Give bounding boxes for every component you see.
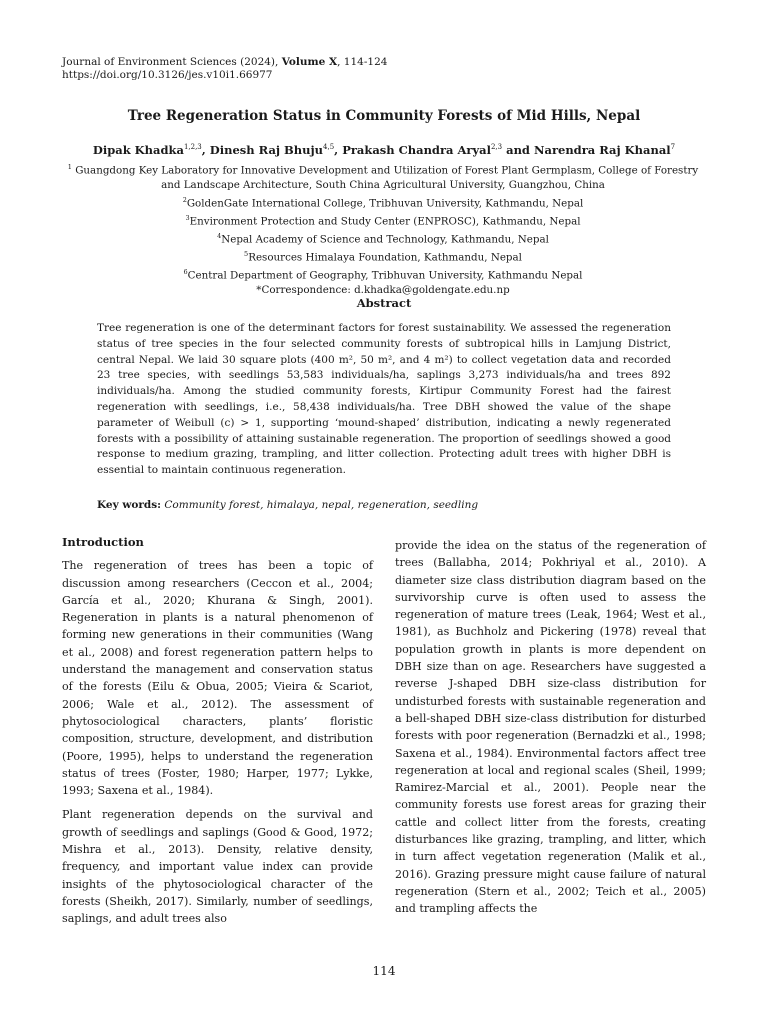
- journal-volume: Volume X: [281, 56, 338, 68]
- affiliation: [62, 265, 704, 283]
- affiliation-text: Environment Protection and Study Center (ENPROSC), Kathmandu, Nepal: [189, 215, 581, 228]
- keywords-label: Key words:: [97, 499, 162, 511]
- author-separator: and: [502, 143, 534, 157]
- affiliation-text: Nepal Academy of Science and Technology, Kathmandu, Nepal: [221, 233, 549, 246]
- correspondence-text: *Correspondence: d.khadka@goldengate.edu.np: [256, 283, 510, 296]
- affiliation: [62, 247, 704, 265]
- affiliation: [62, 160, 704, 193]
- author-name: Dipak Khadka: [92, 143, 184, 157]
- affiliation-text: Resources Himalaya Foundation, Kathmandu, Nepal: [248, 251, 522, 264]
- page-number: 114: [372, 964, 396, 978]
- author-name: Dinesh Raj Bhuju: [209, 143, 324, 157]
- abstract-heading: Abstract: [356, 296, 412, 310]
- author-separator: ,: [334, 143, 343, 157]
- journal-doi[interactable]: https://doi.org/10.3126/jes.v10i1.66977: [62, 69, 273, 81]
- affiliation-sup: 5: [244, 249, 249, 258]
- affiliation: [62, 229, 704, 247]
- affiliation: [62, 211, 704, 229]
- author-name: Prakash Chandra Aryal: [342, 143, 491, 157]
- affiliation-sup: 3: [185, 213, 190, 222]
- left-column: [62, 534, 373, 928]
- author-name: Narendra Raj Khanal: [533, 143, 671, 157]
- journal-header: [62, 56, 387, 82]
- affiliation-text: GoldenGate International College, Tribhuvan University, Kathmandu, Nepal: [186, 197, 584, 210]
- affiliation: [62, 193, 704, 211]
- affiliation-text: Guangdong Key Laboratory for Innovative Development and Utilization of Forest Plant Germplasm, College of Forestry and Landscape Architecture, South China Agricultural University, Guangzhou, China: [71, 164, 699, 192]
- keywords: [97, 498, 671, 512]
- affiliation-sup: 1: [67, 163, 72, 171]
- author-separator: ,: [201, 143, 210, 157]
- right-column: [395, 537, 706, 918]
- body-paragraph: The regeneration of trees has been a topic of discussion among researchers (Ceccon et al., 2004; García et al., 2020; Khurana & Singh, 2001). Regeneration in plants is a natural phenomenon of forming new generations in their communities (Wang et al., 2008) and forest regeneration pattern helps to understand the management and conservation status of the forests (Eilu & Obua, 2005; Vieira & Scariot, 2006; Wale et al., 2012). The assessment of phytosociological characters, plants’ floristic composition, structure, development, and distribution (Poore, 1995), helps to understand the regeneration status of trees (Foster, 1980; Harper, 1977; Lykke, 1993; Saxena et al., 1984).: [62, 559, 373, 798]
- author-affil-sup: 1,2,3: [183, 143, 202, 152]
- section-heading-introduction: Introduction: [62, 535, 144, 549]
- journal-name: Journal of Environment Sciences (2024),: [62, 56, 282, 68]
- body-paragraph: provide the idea on the status of the regeneration of trees (Ballabha, 2014; Pokhriyal et al., 2010). A diameter size class distribution diagram based on the survivorship curve is often used to assess the regeneration of mature trees (Leak, 1964; West et al., 1981), as Buchholz and Pickering (1978) reveal that population growth in plants is more dependent on DBH size than on age. Researchers have suggested a reverse J-shaped DBH size-class distribution for undisturbed forests with sustainable regeneration and a bell-shaped DBH size-class distribution for disturbed forests with poor regeneration (Bernadzki et al., 1998; Saxena et al., 1984). Environmental factors affect tree regeneration at local and regional scales (Sheil, 1999; Ramirez-Marcial et al., 2001). People near the community forests use forest areas for grazing their cattle and collect litter from the forests, creating disturbances like grazing, trampling, and litter, which in turn affect vegetation regeneration (Malik et al., 2016). Grazing pressure might cause failure of natural regeneration (Stern et al., 2002; Teich et al., 2005) and trampling affects the: [395, 539, 706, 916]
- author-affil-sup: 7: [670, 143, 676, 152]
- journal-citation: [62, 56, 387, 69]
- abstract-body: Tree regeneration is one of the determinant factors for forest sustainability. We assessed the regeneration status of tree species in the four selected community forests of subtropical hills in Lamjung District, central Nepal. We laid 30 square plots (400 m², 50 m², and 4 m²) to collect vegetation data and recorded 23 tree species, with seedlings 53,583 individuals/ha, saplings 3,273 individuals/ha and trees 892 individuals/ha. Among the studied community forests, Kirtipur Community Forest had the fairest regeneration with seedlings, i.e., 58,438 individuals/ha. Tree DBH showed the value of the shape parameter of Weibull (c) > 1, supporting ‘mound-shaped’ distribution, indicating a newly regenerated forests with a possibility of attaining sustainable regeneration. The proportion of seedlings showed a good response to medium grazing, trampling, and litter collection. Protecting adult trees with higher DBH is essential to maintain continuous regeneration.: [97, 322, 671, 477]
- body-paragraph: Plant regeneration depends on the survival and growth of seedlings and saplings (Good & Good, 1972; Mishra et al., 2013). Density, relative density, frequency, and important value index can provide insights of the phytosociological character of the forests (Sheikh, 2017). Similarly, number of seedlings, saplings, and adult trees also: [62, 808, 373, 926]
- affiliation-sup: 4: [217, 231, 222, 240]
- author-affil-sup: 4,5: [323, 143, 335, 152]
- keywords-text: Community forest, himalaya, nepal, regeneration, seedling: [164, 499, 479, 511]
- author-list: [0, 143, 768, 157]
- author-affil-sup: 2,3: [490, 143, 503, 152]
- affiliations: [62, 160, 704, 297]
- journal-pages: , 114-124: [337, 56, 388, 68]
- affiliation-sup: 2: [182, 195, 187, 204]
- affiliation-text: Central Department of Geography, Tribhuvan University, Kathmandu Nepal: [187, 269, 583, 282]
- paper-title: Tree Regeneration Status in Community Forests of Mid Hills, Nepal: [127, 108, 641, 124]
- affiliation-sup: 6: [183, 267, 188, 276]
